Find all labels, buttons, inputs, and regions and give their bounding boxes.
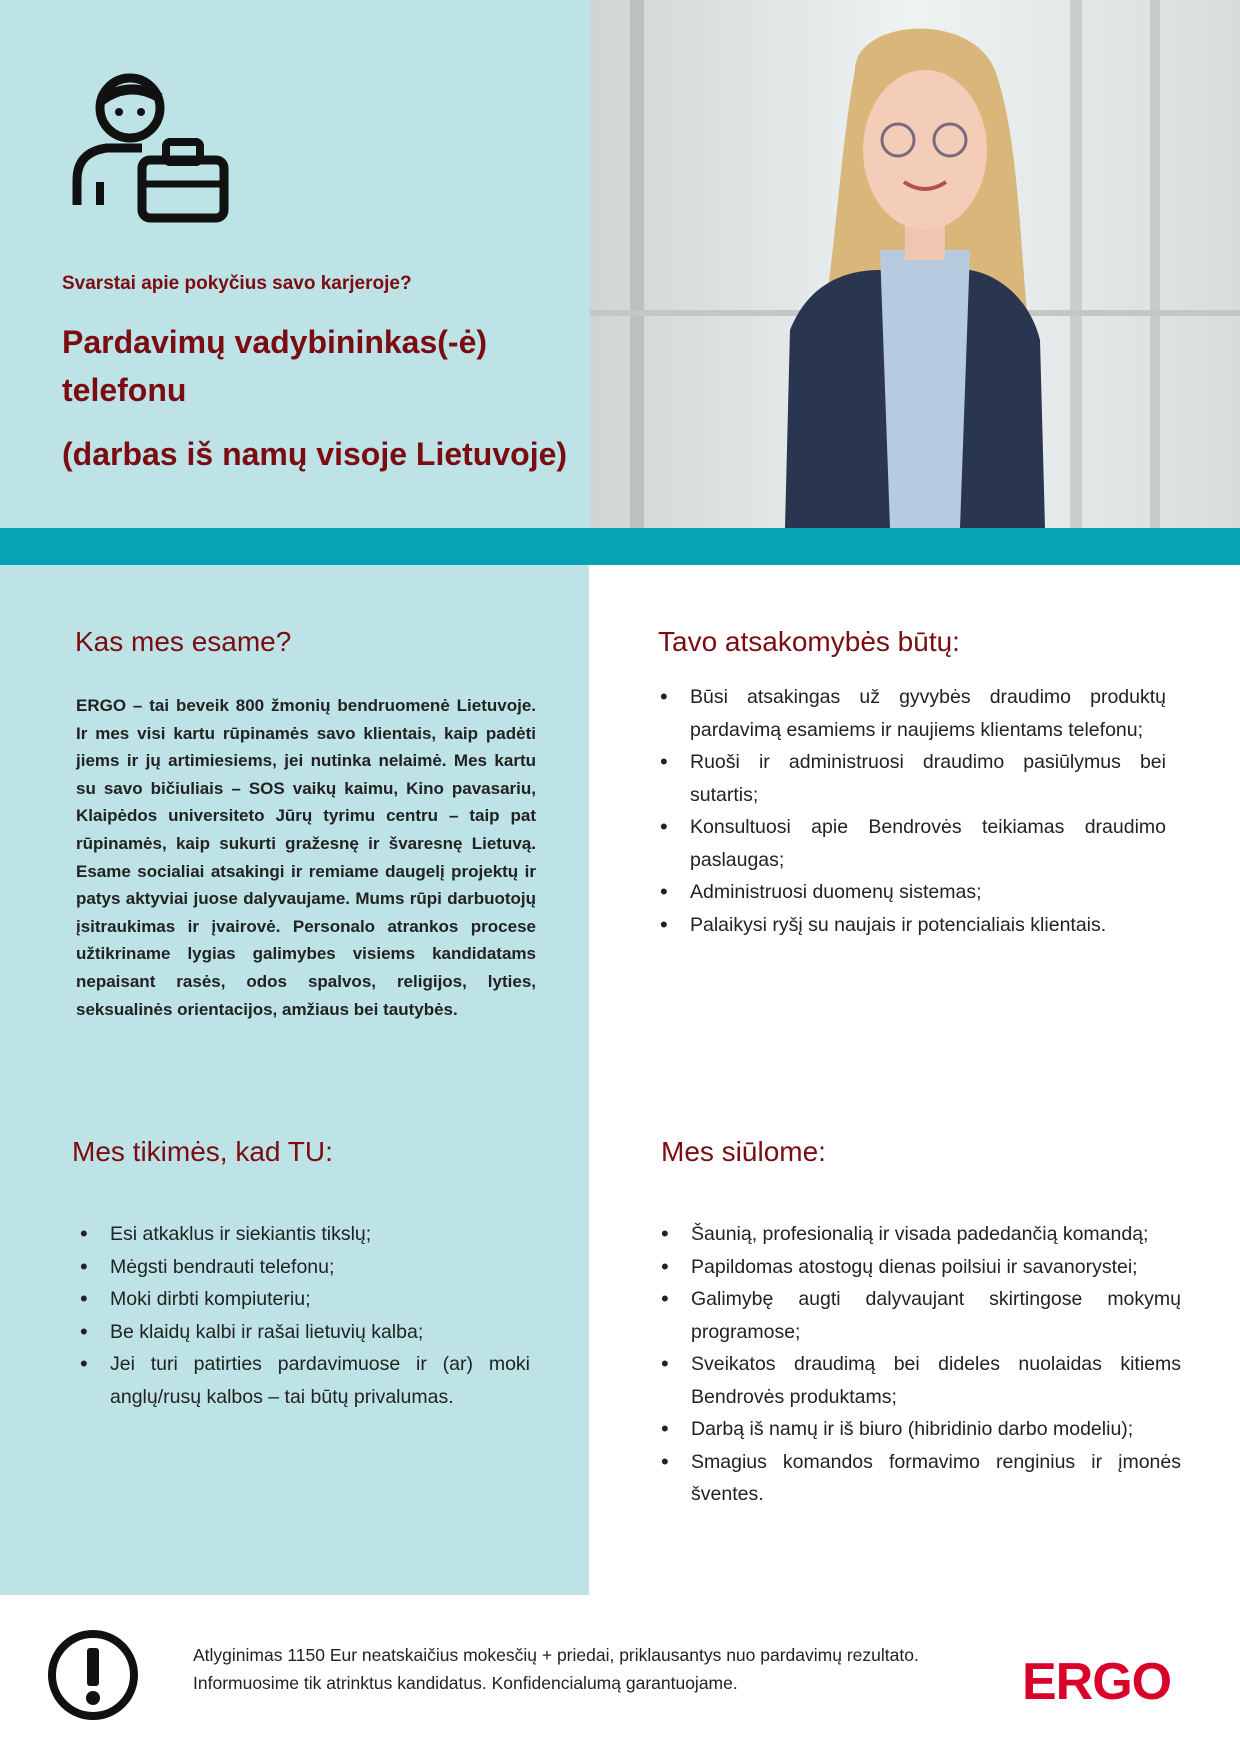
job-subtitle: (darbas iš namų visoje Lietuvoje): [62, 436, 568, 472]
list-item: • Darbą iš namų ir iš biuro (hibridinio darbo modeliu);: [661, 1413, 1181, 1446]
list-item: • Šaunią, profesionalią ir visada padedančią komandą;: [661, 1218, 1181, 1251]
list-item: • Sveikatos draudimą bei dideles nuolaidas kitiems Bendrovės produktams;: [661, 1348, 1181, 1413]
job-title-line-1: Pardavimų vadybininkas(-ė): [62, 324, 488, 360]
exclamation-circle-icon: [46, 1628, 140, 1722]
ergo-logo: ERGO: [1022, 1653, 1172, 1711]
expectations-list: [80, 1218, 530, 1413]
confidentiality-text: Informuosime tik atrinktus kandidatus. Konfidencialumą garantuojame.: [193, 1673, 738, 1693]
portrait-photo: [590, 0, 1240, 528]
list-item: • Palaikysi ryšį su naujais ir potencialiais klientais.: [660, 909, 1166, 942]
responsibilities-list: [660, 681, 1166, 941]
list-item: • Moki dirbti kompiuteriu;: [80, 1283, 530, 1316]
footer-notice: [193, 1641, 919, 1697]
list-item: • Konsultuosi apie Bendrovės teikiamas draudimo paslaugas;: [660, 811, 1166, 876]
kicker-text: Svarstai apie pokyčius savo karjeroje?: [62, 273, 412, 294]
teal-divider-band: [0, 528, 1240, 565]
list-item: • Jei turi patirties pardavimuose ir (ar) moki anglų/rusų kalbos – tai būtų privalumas.: [80, 1348, 530, 1413]
offer-heading: Mes siūlome:: [661, 1136, 826, 1167]
list-item: • Mėgsti bendrauti telefonu;: [80, 1251, 530, 1284]
list-item: • Būsi atsakingas už gyvybės draudimo produktų pardavimą esamiems ir naujiems klientams telefonu;: [660, 681, 1166, 746]
list-item: • Papildomas atostogų dienas poilsiui ir savanorystei;: [661, 1251, 1181, 1284]
about-heading: Kas mes esame?: [75, 626, 292, 657]
job-title: [62, 318, 582, 414]
list-item: • Esi atkaklus ir siekiantis tikslų;: [80, 1218, 530, 1251]
list-item: • Galimybę augti dalyvaujant skirtingose mokymų programose;: [661, 1283, 1181, 1348]
list-item: • Smagius komandos formavimo renginius ir įmonės šventes.: [661, 1446, 1181, 1511]
list-item: • Administruosi duomenų sistemas;: [660, 876, 1166, 909]
list-item: • Be klaidų kalbi ir rašai lietuvių kalba;: [80, 1316, 530, 1349]
responsibilities-heading: Tavo atsakomybės būtų:: [658, 626, 960, 657]
job-title-line-2: telefonu: [62, 372, 187, 408]
list-item: • Ruoši ir administruosi draudimo pasiūlymus bei sutartis;: [660, 746, 1166, 811]
expectations-heading: Mes tikimės, kad TU:: [72, 1136, 333, 1167]
offer-list: [661, 1218, 1181, 1511]
worker-with-briefcase-icon: [72, 70, 232, 225]
about-text: ERGO – tai beveik 800 žmonių bendruomenė Lietuvoje. Ir mes visi kartu rūpinamės savo klientais, kaip padėti jiems ir jų artimiesiems, jei nutinka nelaimė. Mes kartu su savo bičiuliais – SOS vaikų kaimu, Kino pavasariu, Klaipėdos universiteto Jūrų tyrimu centru – taip pat rūpinamės, kaip sukurti gražesnę ir švaresnę Lietuvą. Esame socialiai atsakingi ir remiame daugelį projektų ir patys aktyviai juose dalyvaujame. Mums rūpi darbuotojų įsitraukimas ir įvairovė. Personalo atrankos procese užtikriname lygias galimybes visiems kandidatams nepaisant rasės, odos spalvos, religijos, lyties, seksualinės orientacijos, amžiaus bei tautybės.: [76, 696, 536, 1019]
salary-text: Atlyginimas 1150 Eur neatskaičius mokesčių + priedai, priklausantys nuo pardavimų rezultato.: [193, 1645, 919, 1665]
